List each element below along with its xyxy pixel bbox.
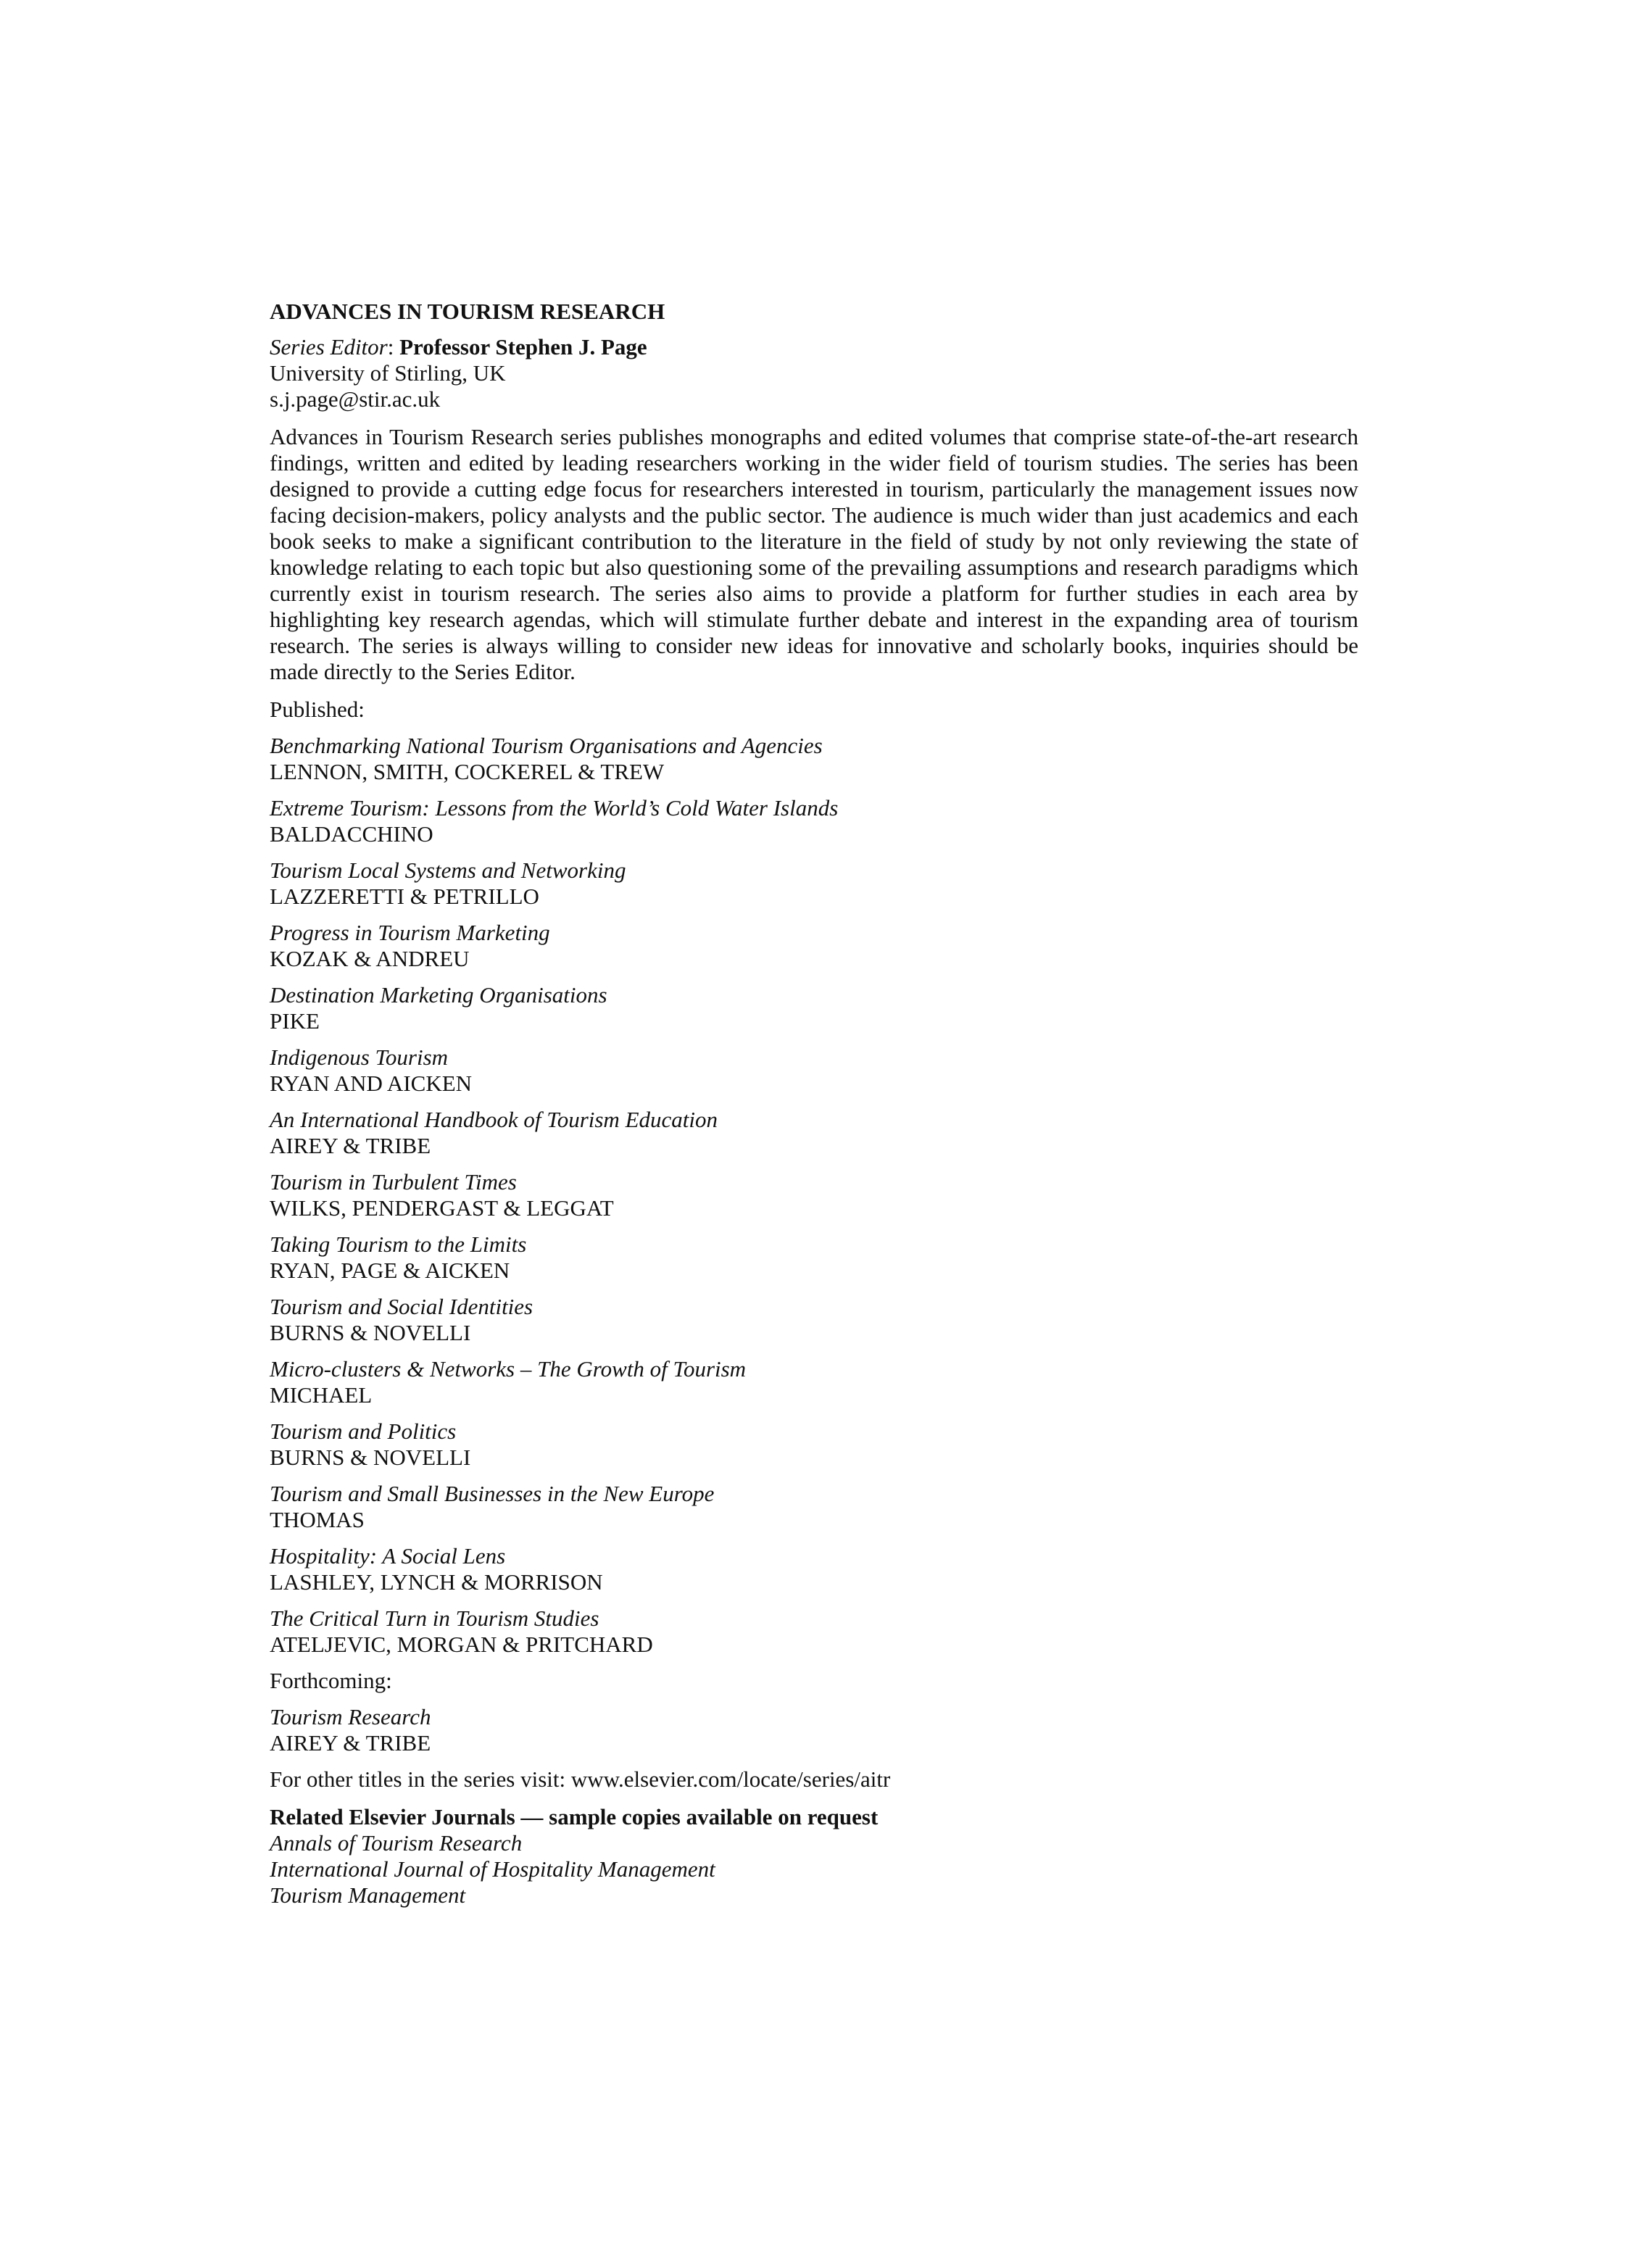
published-label: Published: xyxy=(270,697,365,722)
book-entry xyxy=(270,1044,1358,1097)
other-titles-link[interactable]: For other titles in the series visit: www.elsevier.com/locate/series/aitr xyxy=(270,1766,891,1792)
book-entry xyxy=(270,1418,1358,1471)
book-title: Destination Marketing Organisations xyxy=(270,982,607,1008)
editor-email: s.j.page@stir.ac.uk xyxy=(270,386,441,412)
book-entry xyxy=(270,795,1358,847)
book-authors: WILKS, PENDERGAST & LEGGAT xyxy=(270,1195,614,1221)
book-entry xyxy=(270,1543,1358,1595)
book-entry xyxy=(270,1169,1358,1221)
book-entry xyxy=(270,1704,1358,1756)
editor-block xyxy=(270,334,1358,412)
book-authors: BURNS & NOVELLI xyxy=(270,1445,471,1470)
book-title: The Critical Turn in Tourism Studies xyxy=(270,1606,599,1631)
book-authors: KOZAK & ANDREU xyxy=(270,946,470,971)
book-entry xyxy=(270,982,1358,1034)
journals-heading: Related Elsevier Journals — sample copies available on request xyxy=(270,1804,879,1829)
book-entry xyxy=(270,1231,1358,1284)
book-title: Progress in Tourism Marketing xyxy=(270,920,550,945)
series-page xyxy=(270,299,1358,1908)
journal-title: International Journal of Hospitality Management xyxy=(270,1856,715,1882)
book-title: Tourism Research xyxy=(270,1704,431,1729)
book-authors: RYAN AND AICKEN xyxy=(270,1071,473,1096)
series-description: Advances in Tourism Research series publishes monographs and edited volumes that comprise state-of-the-art research findings, written and edited by leading researchers working in the wider field of tourism studies. The series has been designed to provide a cutting edge focus for researchers interested in tourism, particularly the management issues now facing decision-makers, policy analysts and the public sector. The audience is much wider than just academics and each book seeks to make a significant contribution to the literature in the field of study by not only reviewing the state of knowledge relating to each topic but also questioning some of the prevailing assumptions and research paradigms which currently exist in tourism research. The series also aims to provide a platform for further studies in each area by highlighting key research agendas, which will stimulate further debate and interest in the expanding area of tourism research. The series is always willing to consider new ideas for innovative and scholarly books, inquiries should be made directly to the Series Editor. xyxy=(270,424,1358,684)
book-title: Tourism and Small Businesses in the New Europe xyxy=(270,1481,715,1506)
journal-title: Tourism Management xyxy=(270,1882,466,1908)
book-title: Tourism and Social Identities xyxy=(270,1294,533,1319)
editor-role: Series Editor xyxy=(270,334,388,360)
book-authors: LENNON, SMITH, COCKEREL & TREW xyxy=(270,759,665,784)
book-title: Taking Tourism to the Limits xyxy=(270,1231,527,1257)
journal-list xyxy=(270,1830,1358,1908)
book-authors: AIREY & TRIBE xyxy=(270,1133,431,1158)
book-authors: RYAN, PAGE & AICKEN xyxy=(270,1258,510,1283)
book-entry xyxy=(270,1606,1358,1658)
series-title: ADVANCES IN TOURISM RESEARCH xyxy=(270,299,665,324)
book-authors: AIREY & TRIBE xyxy=(270,1730,431,1756)
editor-line xyxy=(270,334,1358,360)
book-title: Tourism Local Systems and Networking xyxy=(270,857,626,883)
book-title: Extreme Tourism: Lessons from the World’s Cold Water Islands xyxy=(270,795,839,821)
book-title: Micro-clusters & Networks – The Growth of Tourism xyxy=(270,1356,747,1382)
book-authors: THOMAS xyxy=(270,1507,365,1532)
book-title: Tourism in Turbulent Times xyxy=(270,1169,517,1195)
book-title: An International Handbook of Tourism Education xyxy=(270,1107,718,1132)
book-authors: LASHLEY, LYNCH & MORRISON xyxy=(270,1569,603,1595)
book-entry xyxy=(270,1356,1358,1408)
book-authors: MICHAEL xyxy=(270,1382,373,1408)
book-authors: PIKE xyxy=(270,1008,320,1034)
book-title: Tourism and Politics xyxy=(270,1418,457,1444)
editor-separator: : xyxy=(387,334,400,360)
journal-title: Annals of Tourism Research xyxy=(270,1830,523,1856)
published-list xyxy=(270,733,1358,1658)
book-entry xyxy=(270,857,1358,910)
book-authors: LAZZERETTI & PETRILLO xyxy=(270,884,539,909)
book-title: Hospitality: A Social Lens xyxy=(270,1543,506,1569)
book-entry xyxy=(270,1294,1358,1346)
book-authors: ATELJEVIC, MORGAN & PRITCHARD xyxy=(270,1632,653,1657)
book-entry xyxy=(270,733,1358,785)
book-entry xyxy=(270,1481,1358,1533)
book-title: Benchmarking National Tourism Organisations and Agencies xyxy=(270,733,823,758)
related-journals xyxy=(270,1804,1358,1908)
forthcoming-label: Forthcoming: xyxy=(270,1668,392,1693)
book-title: Indigenous Tourism xyxy=(270,1044,449,1070)
editor-name: Professor Stephen J. Page xyxy=(399,334,647,360)
book-entry xyxy=(270,920,1358,972)
forthcoming-list xyxy=(270,1704,1358,1756)
editor-affiliation: University of Stirling, UK xyxy=(270,360,506,386)
book-authors: BALDACCHINO xyxy=(270,821,433,847)
book-authors: BURNS & NOVELLI xyxy=(270,1320,471,1345)
book-entry xyxy=(270,1107,1358,1159)
